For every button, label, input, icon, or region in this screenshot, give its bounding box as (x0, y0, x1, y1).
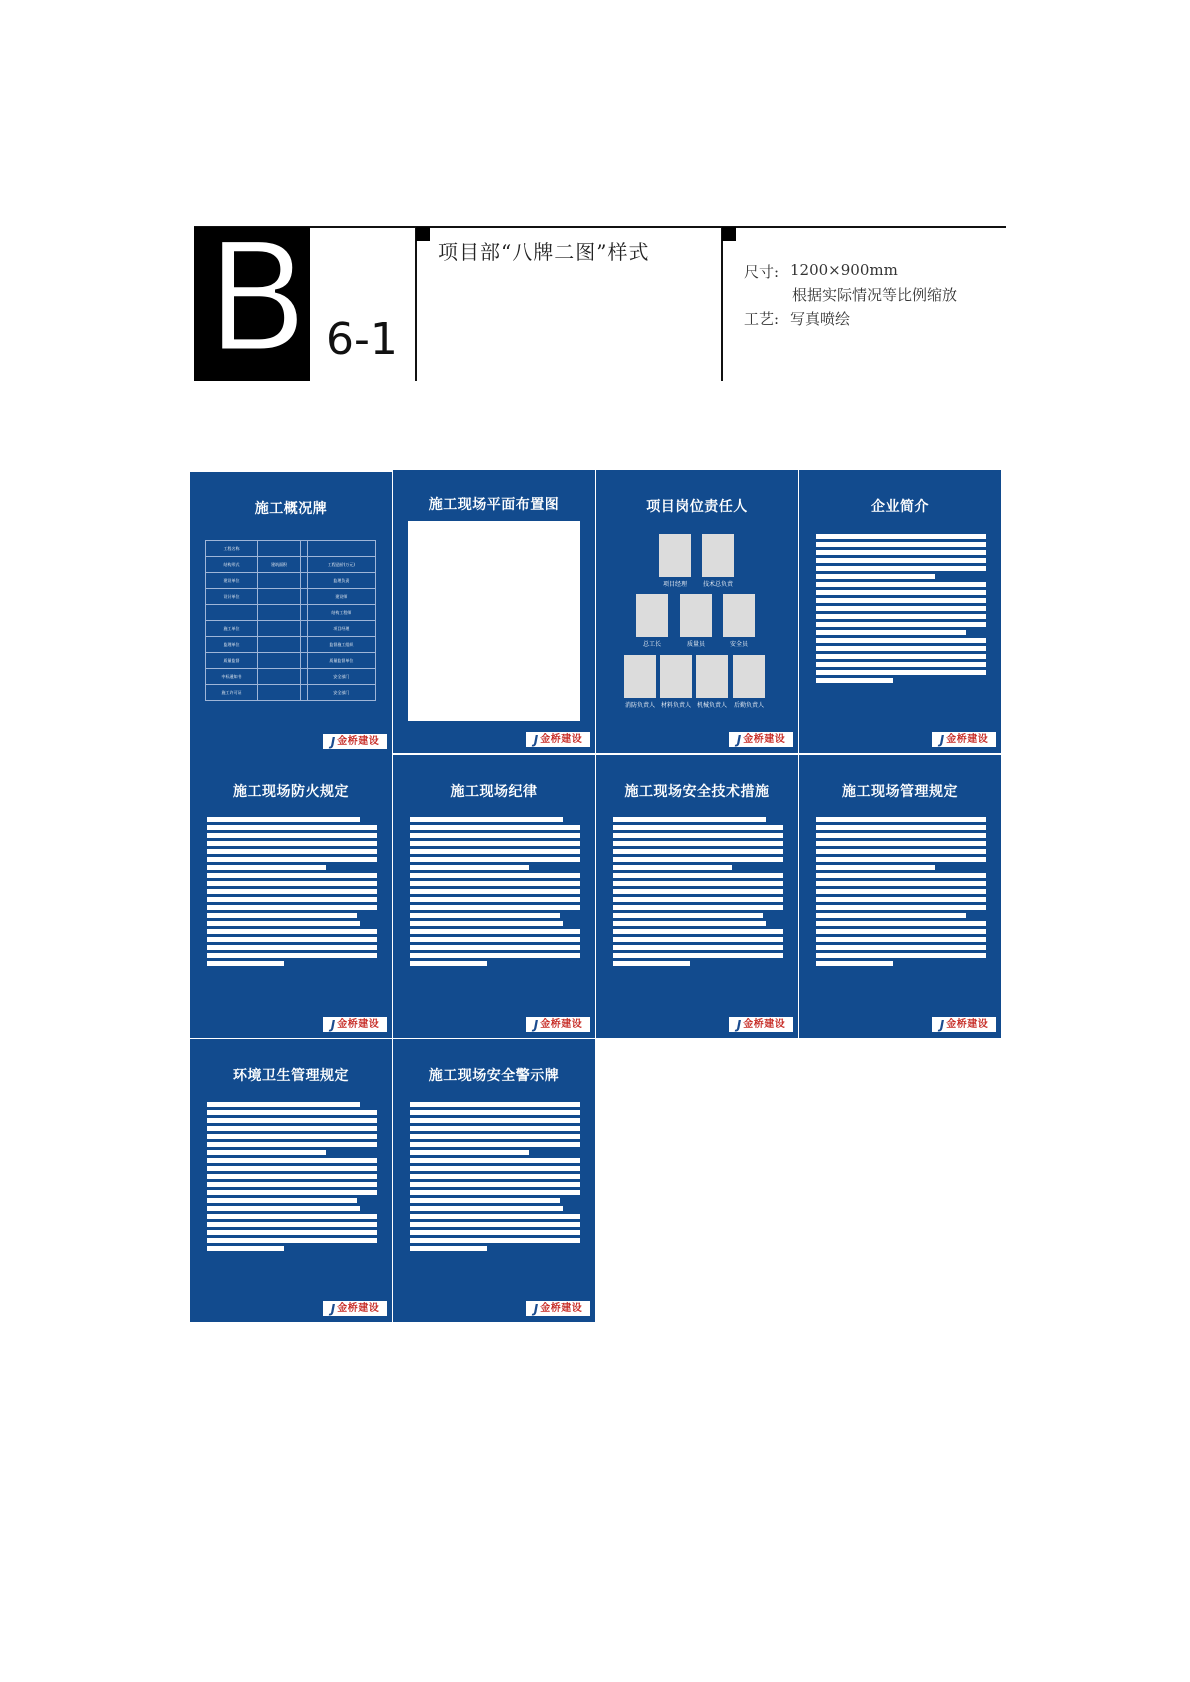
site-plan-area (408, 521, 580, 721)
photo-placeholder (659, 534, 691, 577)
text-line-placeholder (410, 881, 580, 886)
table-cell (258, 621, 301, 637)
table-cell: 工程造价(万元) (307, 557, 375, 573)
role-label: 后勤负责人 (733, 702, 764, 709)
company-logo (323, 734, 387, 749)
text-line-placeholder (410, 1118, 580, 1123)
company-logo (323, 1017, 387, 1032)
company-logo (932, 732, 996, 747)
table-cell: 设计单位 (206, 589, 258, 605)
photo-placeholder (636, 594, 668, 637)
text-line-placeholder (410, 1142, 580, 1147)
table-cell (301, 685, 308, 701)
board-site-discipline (393, 755, 595, 1038)
table-cell: 结构形式 (206, 557, 258, 573)
text-line-placeholder (410, 889, 580, 894)
table-cell: 建筑面积 (258, 557, 301, 573)
header-rule (194, 226, 1006, 228)
role-slot (660, 655, 692, 709)
text-line-placeholder (816, 905, 986, 910)
logo-mark-icon: J (533, 732, 539, 747)
table-cell: 结构工程师 (307, 605, 375, 621)
role-label: 项目经理 (662, 581, 687, 588)
logo-text: 金桥建设 (540, 1018, 583, 1030)
board-title: 施工现场管理规定 (842, 784, 958, 800)
text-line-placeholder (613, 913, 763, 918)
logo-text: 金桥建设 (337, 1302, 380, 1314)
table-cell: 质量监督单位 (307, 653, 375, 669)
table-row (206, 653, 376, 669)
text-line-placeholder (613, 873, 783, 878)
photo-placeholder (733, 655, 765, 698)
text-line-placeholder (816, 825, 986, 830)
logo-text: 金桥建设 (743, 1018, 786, 1030)
photo-placeholder (696, 655, 728, 698)
text-line-placeholder (410, 873, 580, 878)
text-line-placeholder (816, 678, 893, 683)
text-line-placeholder (816, 574, 935, 579)
logo-mark-icon: J (330, 734, 336, 749)
spec-craft-label: 工艺: (744, 310, 780, 328)
text-line-placeholder (207, 1110, 377, 1115)
text-line-placeholder (410, 1246, 487, 1251)
role-label: 消防负责人 (624, 702, 655, 709)
text-placeholder (816, 534, 986, 686)
text-line-placeholder (410, 1134, 580, 1139)
company-logo (526, 1017, 590, 1032)
text-line-placeholder (207, 913, 357, 918)
text-line-placeholder (410, 817, 563, 822)
table-cell: 安全部门 (307, 685, 375, 701)
text-line-placeholder (207, 889, 377, 894)
board-title: 企业简介 (871, 499, 929, 515)
role-label: 材料负责人 (660, 702, 691, 709)
role-slot (702, 534, 734, 588)
company-logo (932, 1017, 996, 1032)
text-line-placeholder (816, 534, 986, 539)
text-line-placeholder (816, 921, 986, 926)
table-cell (258, 685, 301, 701)
text-line-placeholder (207, 833, 377, 838)
board-safety-warnings (393, 1039, 595, 1322)
text-line-placeholder (816, 929, 986, 934)
table-cell (301, 605, 308, 621)
table-cell (301, 621, 308, 637)
table-row (206, 589, 376, 605)
company-logo (323, 1301, 387, 1316)
table-cell: 工程名称 (206, 541, 258, 557)
text-line-placeholder (410, 961, 487, 966)
text-line-placeholder (613, 889, 783, 894)
table-cell (258, 589, 301, 605)
text-line-placeholder (207, 953, 377, 958)
table-cell (301, 669, 308, 685)
text-line-placeholder (816, 558, 986, 563)
text-line-placeholder (816, 638, 986, 643)
section-code-number: 6-1 (326, 314, 398, 365)
header-marker (416, 227, 430, 241)
header-marker (722, 227, 736, 241)
board-title: 项目岗位责任人 (646, 499, 748, 515)
logo-mark-icon: J (330, 1017, 336, 1032)
text-line-placeholder (410, 913, 560, 918)
table-row (206, 557, 376, 573)
text-line-placeholder (613, 825, 783, 830)
text-line-placeholder (816, 857, 986, 862)
text-line-placeholder (410, 945, 580, 950)
table-cell (301, 541, 308, 557)
board-title: 施工现场平面布置图 (428, 497, 560, 513)
text-line-placeholder (816, 937, 986, 942)
text-placeholder (410, 817, 580, 969)
table-cell (258, 541, 301, 557)
text-line-placeholder (816, 865, 935, 870)
text-line-placeholder (410, 1238, 580, 1243)
text-placeholder (410, 1102, 580, 1254)
table-cell: 施工许可证 (206, 685, 258, 701)
text-line-placeholder (816, 961, 893, 966)
table-cell (301, 637, 308, 653)
text-line-placeholder (410, 825, 580, 830)
table-cell: 监督施工组织 (307, 637, 375, 653)
board-title: 施工现场纪律 (450, 784, 538, 800)
role-label: 总工长 (642, 641, 661, 648)
logo-mark-icon: J (330, 1301, 336, 1316)
text-line-placeholder (410, 1190, 580, 1195)
text-line-placeholder (816, 881, 986, 886)
table-cell: 监理单位 (206, 637, 258, 653)
text-line-placeholder (410, 929, 580, 934)
text-line-placeholder (613, 817, 766, 822)
text-placeholder (207, 1102, 377, 1254)
text-line-placeholder (816, 566, 986, 571)
text-line-placeholder (816, 833, 986, 838)
table-cell (301, 573, 308, 589)
text-line-placeholder (207, 849, 377, 854)
text-line-placeholder (410, 921, 563, 926)
logo-text: 金桥建设 (540, 733, 583, 745)
table-cell (258, 669, 301, 685)
text-line-placeholder (207, 1190, 377, 1195)
text-line-placeholder (207, 817, 360, 822)
text-line-placeholder (816, 897, 986, 902)
table-row (206, 573, 376, 589)
text-line-placeholder (207, 1174, 377, 1179)
text-line-placeholder (816, 670, 986, 675)
logo-text: 金桥建设 (540, 1302, 583, 1314)
role-label: 质量员 (686, 641, 705, 648)
header-divider (721, 227, 723, 381)
photo-placeholder (723, 594, 755, 637)
overview-table (205, 540, 376, 701)
text-line-placeholder (613, 833, 783, 838)
table-cell (301, 589, 308, 605)
role-slot (723, 594, 755, 648)
table-cell: 建设单位 (206, 573, 258, 589)
table-cell (258, 605, 301, 621)
logo-text: 金桥建设 (337, 735, 380, 747)
text-line-placeholder (410, 1102, 580, 1107)
text-line-placeholder (207, 1158, 377, 1163)
table-cell: 建设师 (307, 589, 375, 605)
role-slot (696, 655, 728, 709)
logo-mark-icon: J (533, 1017, 539, 1032)
company-logo (729, 1017, 793, 1032)
text-line-placeholder (410, 1158, 580, 1163)
text-line-placeholder (207, 857, 377, 862)
text-line-placeholder (816, 817, 986, 822)
role-slot (680, 594, 712, 648)
text-line-placeholder (410, 849, 580, 854)
text-line-placeholder (207, 1102, 360, 1107)
text-line-placeholder (207, 905, 377, 910)
board-site-management (799, 755, 1001, 1038)
table-cell (258, 653, 301, 669)
text-line-placeholder (410, 1126, 580, 1131)
text-line-placeholder (613, 945, 783, 950)
board-title: 施工现场防火规定 (233, 784, 349, 800)
board-safety-measures (596, 755, 798, 1038)
table-cell: 中标通知书 (206, 669, 258, 685)
text-line-placeholder (207, 929, 377, 934)
spec-size-label: 尺寸: (744, 263, 780, 281)
text-line-placeholder (816, 582, 986, 587)
text-line-placeholder (613, 865, 732, 870)
text-placeholder (613, 817, 783, 969)
photo-placeholder (680, 594, 712, 637)
text-line-placeholder (207, 961, 284, 966)
company-logo (729, 732, 793, 747)
board-site-plan (393, 470, 595, 753)
logo-mark-icon: J (939, 732, 945, 747)
text-line-placeholder (613, 841, 783, 846)
text-line-placeholder (613, 929, 783, 934)
board-title: 施工概况牌 (254, 501, 328, 517)
text-line-placeholder (410, 937, 580, 942)
role-slot (659, 534, 691, 588)
table-cell (206, 605, 258, 621)
company-logo (526, 1301, 590, 1316)
section-code-letter: B (206, 212, 309, 386)
table-cell (307, 541, 375, 557)
logo-mark-icon: J (736, 732, 742, 747)
text-line-placeholder (410, 865, 529, 870)
text-line-placeholder (207, 881, 377, 886)
role-label: 技术总负责 (702, 581, 733, 588)
text-line-placeholder (816, 873, 986, 878)
spec-scale-note: 根据实际情况等比例缩放 (792, 286, 958, 304)
role-label: 安全员 (729, 641, 748, 648)
role-slot (624, 655, 656, 709)
text-placeholder (816, 817, 986, 969)
text-line-placeholder (613, 897, 783, 902)
text-line-placeholder (207, 921, 360, 926)
text-line-placeholder (410, 1174, 580, 1179)
table-cell (258, 637, 301, 653)
table-cell: 监理负责 (307, 573, 375, 589)
text-line-placeholder (816, 654, 986, 659)
role-label: 机械负责人 (696, 702, 727, 709)
photo-placeholder (624, 655, 656, 698)
text-line-placeholder (207, 1118, 377, 1123)
text-line-placeholder (207, 937, 377, 942)
board-hygiene-rules (190, 1039, 392, 1322)
text-line-placeholder (816, 849, 986, 854)
text-line-placeholder (816, 841, 986, 846)
text-line-placeholder (410, 1110, 580, 1115)
text-line-placeholder (410, 1230, 580, 1235)
text-line-placeholder (410, 1182, 580, 1187)
text-line-placeholder (816, 945, 986, 950)
text-line-placeholder (816, 614, 986, 619)
text-line-placeholder (410, 1198, 560, 1203)
text-line-placeholder (816, 913, 966, 918)
text-line-placeholder (207, 1198, 357, 1203)
text-line-placeholder (207, 897, 377, 902)
text-line-placeholder (613, 921, 766, 926)
text-placeholder (207, 817, 377, 969)
text-line-placeholder (410, 841, 580, 846)
board-title: 环境卫生管理规定 (233, 1068, 349, 1084)
table-row (206, 541, 376, 557)
logo-text: 金桥建设 (946, 1018, 989, 1030)
photo-placeholder (660, 655, 692, 698)
logo-mark-icon: J (736, 1017, 742, 1032)
logo-mark-icon: J (533, 1301, 539, 1316)
text-line-placeholder (207, 865, 326, 870)
text-line-placeholder (207, 1134, 377, 1139)
text-line-placeholder (816, 606, 986, 611)
text-line-placeholder (410, 1222, 580, 1227)
board-construction-overview (190, 472, 392, 755)
text-line-placeholder (613, 857, 783, 862)
text-line-placeholder (410, 833, 580, 838)
text-line-placeholder (410, 1166, 580, 1171)
text-line-placeholder (207, 1182, 377, 1187)
table-cell: 质量监督 (206, 653, 258, 669)
text-line-placeholder (816, 590, 986, 595)
text-line-placeholder (613, 905, 783, 910)
text-line-placeholder (613, 881, 783, 886)
text-line-placeholder (207, 1142, 377, 1147)
table-cell (301, 557, 308, 573)
table-row (206, 669, 376, 685)
table-row (206, 605, 376, 621)
text-line-placeholder (613, 961, 690, 966)
text-line-placeholder (410, 1214, 580, 1219)
text-line-placeholder (207, 945, 377, 950)
text-line-placeholder (816, 550, 986, 555)
text-line-placeholder (207, 825, 377, 830)
page-title: 项目部“八牌二图”样式 (438, 240, 650, 264)
board-title: 施工现场安全警示牌 (428, 1068, 560, 1084)
board-responsible-persons (596, 470, 798, 753)
header-divider (415, 227, 417, 381)
text-line-placeholder (207, 1206, 360, 1211)
text-line-placeholder (410, 897, 580, 902)
spec-size-value: 1200×900mm (790, 261, 898, 279)
text-line-placeholder (207, 1246, 284, 1251)
table-row (206, 637, 376, 653)
text-line-placeholder (410, 953, 580, 958)
text-line-placeholder (816, 630, 966, 635)
text-line-placeholder (410, 857, 580, 862)
text-line-placeholder (410, 905, 580, 910)
text-line-placeholder (816, 889, 986, 894)
text-line-placeholder (207, 873, 377, 878)
board-fire-rules (190, 755, 392, 1038)
text-line-placeholder (816, 542, 986, 547)
table-cell (258, 573, 301, 589)
text-line-placeholder (816, 646, 986, 651)
logo-text: 金桥建设 (743, 733, 786, 745)
text-line-placeholder (207, 1238, 377, 1243)
text-line-placeholder (410, 1150, 529, 1155)
spec-craft-value: 写真喷绘 (790, 310, 851, 328)
table-row (206, 621, 376, 637)
text-line-placeholder (816, 953, 986, 958)
table-cell (301, 653, 308, 669)
text-line-placeholder (613, 953, 783, 958)
text-line-placeholder (207, 1214, 377, 1219)
text-line-placeholder (410, 1206, 563, 1211)
text-line-placeholder (613, 849, 783, 854)
table-cell: 施工单位 (206, 621, 258, 637)
logo-text: 金桥建设 (946, 733, 989, 745)
text-line-placeholder (613, 937, 783, 942)
text-line-placeholder (207, 1222, 377, 1227)
board-title: 施工现场安全技术措施 (624, 784, 770, 800)
text-line-placeholder (816, 662, 986, 667)
table-cell: 安全部门 (307, 669, 375, 685)
company-logo (526, 732, 590, 747)
text-line-placeholder (207, 1150, 326, 1155)
text-line-placeholder (207, 1166, 377, 1171)
table-row (206, 685, 376, 701)
board-company-intro (799, 470, 1001, 753)
table-cell: 项目经理 (307, 621, 375, 637)
photo-placeholder (702, 534, 734, 577)
text-line-placeholder (816, 622, 986, 627)
logo-text: 金桥建设 (337, 1018, 380, 1030)
text-line-placeholder (816, 598, 986, 603)
logo-mark-icon: J (939, 1017, 945, 1032)
text-line-placeholder (207, 1126, 377, 1131)
role-slot (636, 594, 668, 648)
role-slot (733, 655, 765, 709)
text-line-placeholder (207, 1230, 377, 1235)
text-line-placeholder (207, 841, 377, 846)
